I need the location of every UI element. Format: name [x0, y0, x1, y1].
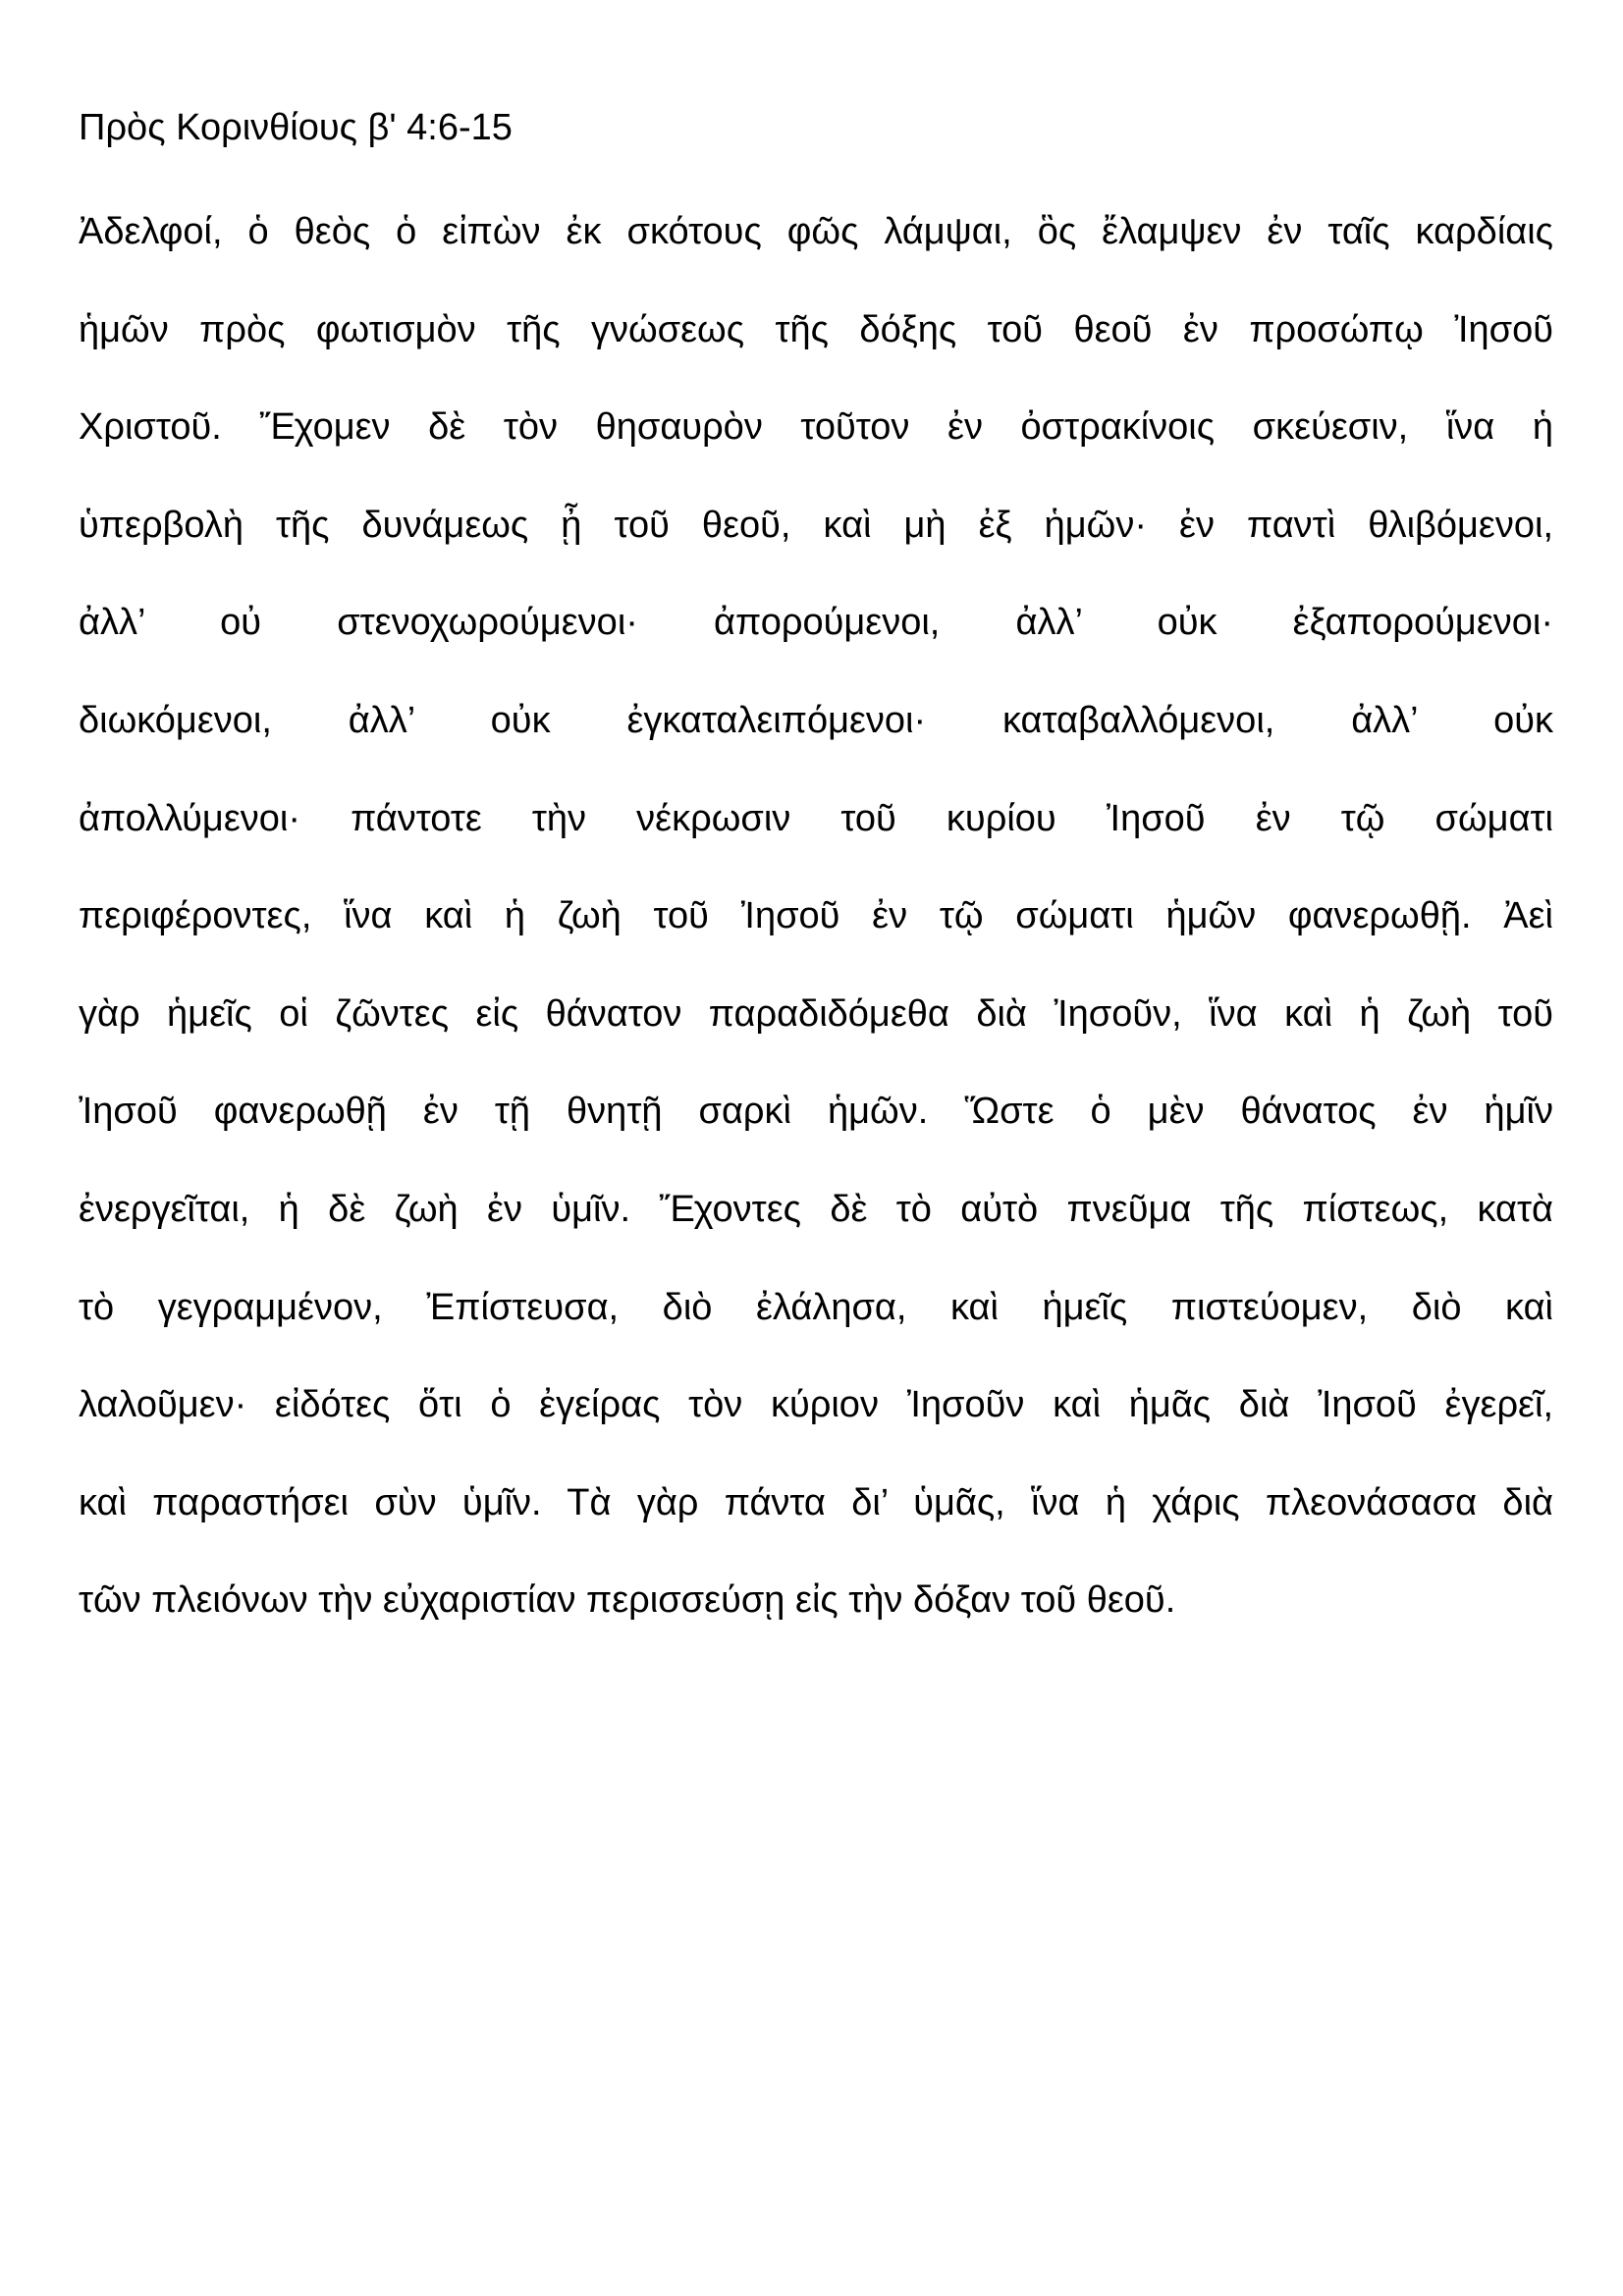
body-line: τὸ γεγραμμένον, Ἐπίστευσα, διὸ ἐλάλησα, καὶ ἡμεῖς πιστεύομεν, διὸ καὶ [79, 1286, 1553, 1328]
body-line: ὑπερβολὴ τῆς δυνάμεως ᾖ τοῦ θεοῦ, καὶ μὴ ἐξ ἡμῶν· ἐν παντὶ θλιβόμενοι, [79, 504, 1553, 546]
body-line: ἐνεργεῖται, ἡ δὲ ζωὴ ἐν ὑμῖν. Ἔχοντες δὲ τὸ αὐτὸ πνεῦμα τῆς πίστεως, κατὰ [79, 1188, 1553, 1230]
body-line: λαλοῦμεν· εἰδότες ὅτι ὁ ἐγείρας τὸν κύριον Ἰησοῦν καὶ ἡμᾶς διὰ Ἰησοῦ ἐγερεῖ, [79, 1384, 1553, 1426]
body-line: διωκόμενοι, ἀλλ’ οὐκ ἐγκαταλειπόμενοι· καταβαλλόμενοι, ἀλλ’ οὐκ [79, 699, 1553, 741]
body-line: καὶ παραστήσει σὺν ὑμῖν. Τὰ γὰρ πάντα δι’ ὑμᾶς, ἵνα ἡ χάρις πλεονάσασα διὰ [79, 1481, 1553, 1523]
body-line: γὰρ ἡμεῖς οἱ ζῶντες εἰς θάνατον παραδιδόμεθα διὰ Ἰησοῦν, ἵνα καὶ ἡ ζωὴ τοῦ [79, 992, 1553, 1035]
body-line: ἀπολλύμενοι· πάντοτε τὴν νέκρωσιν τοῦ κυρίου Ἰησοῦ ἐν τῷ σώματι [79, 797, 1553, 839]
body-line: Χριστοῦ. Ἔχομεν δὲ τὸν θησαυρὸν τοῦτον ἐν ὀστρακίνοις σκεύεσιν, ἵνα ἡ [79, 406, 1553, 449]
body-line: Ἰησοῦ φανερωθῇ ἐν τῇ θνητῇ σαρκὶ ἡμῶν. Ὥστε ὁ μὲν θάνατος ἐν ἡμῖν [79, 1091, 1553, 1133]
body-line: περιφέροντες, ἵνα καὶ ἡ ζωὴ τοῦ Ἰησοῦ ἐν τῷ σώματι ἡμῶν φανερωθῇ. Ἀεὶ [79, 895, 1553, 937]
body-line-last: τῶν πλειόνων τὴν εὐχαριστίαν περισσεύσῃ εἰς τὴν δόξαν τοῦ θεοῦ. [79, 1579, 1176, 1622]
passage-heading: Πρὸς Κορινθίους β' 4:6-15 [79, 107, 513, 148]
passage-body [79, 208, 1553, 1675]
body-line: ἡμῶν πρὸς φωτισμὸν τῆς γνώσεως τῆς δόξης τοῦ θεοῦ ἐν προσώπῳ Ἰησοῦ [79, 308, 1553, 350]
body-line: Ἀδελφοί, ὁ θεὸς ὁ εἰπὼν ἐκ σκότους φῶς λάμψαι, ὃς ἔλαμψεν ἐν ταῖς καρδίαις [79, 211, 1553, 252]
body-line: ἀλλ’ οὐ στενοχωρούμενοι· ἀπορούμενοι, ἀλλ’ οὐκ ἐξαπορούμενοι· [79, 602, 1553, 644]
